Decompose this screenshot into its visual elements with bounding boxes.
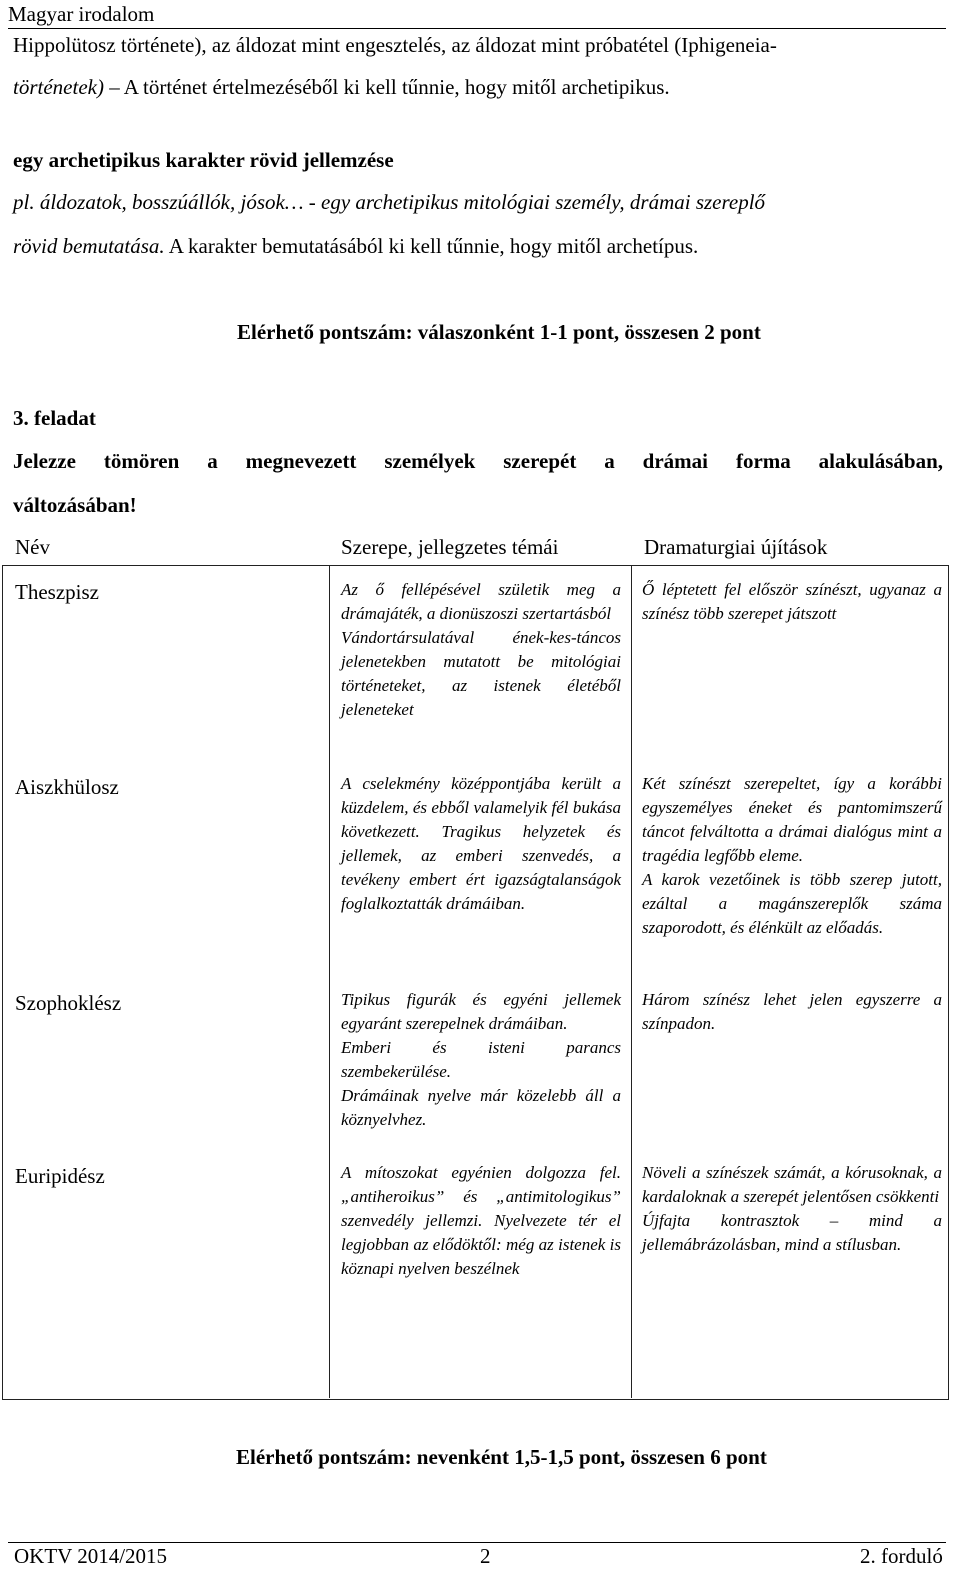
points-summary-2: Elérhető pontszám: nevenként 1,5-1,5 pont, összesen 6 pont: [236, 1445, 767, 1469]
col-header-innovation: Dramaturgiai újítások: [644, 535, 828, 559]
row-innovation-euripidesz: [642, 1161, 942, 1257]
innovation-paragraph: A karok vezetőinek is több szerep jutott, ezáltal a magánszereplők száma szaporodott, és élénkült az előadás.: [642, 870, 942, 937]
row-role-euripidesz: [341, 1161, 621, 1281]
footer-left: OKTV 2014/2015: [14, 1544, 168, 1568]
footer-right: 2. forduló: [860, 1544, 943, 1568]
intro-line-5a: rövid bemutatása.: [13, 234, 165, 258]
row-name-aiszkhulosz: Aiszkhülosz: [15, 775, 119, 799]
role-paragraph: Emberi és isteni parancs szembekerülése.: [341, 1038, 621, 1081]
row-role-szophoklesz: [341, 988, 621, 1132]
intro-line-2: [13, 75, 670, 99]
role-paragraph: A cselekmény középpontjába került a küzdelem, és ebből valamelyik fél bukása következett. Tragikus helyzetek és jellemek, az emberi szenvedés, a tevékeny embert ért igazságtalanságok foglalkoztatták drámáiban.: [341, 774, 621, 913]
table-divider-1: [329, 565, 330, 1398]
footer-rule: [8, 1542, 946, 1543]
role-paragraph: Vándortársulatával ének-kes-táncos jelenetekben mutatott be mitológiai történeteket, az istenek életéből jeleneteket: [341, 628, 621, 719]
row-name-theszpisz: Theszpisz: [15, 580, 99, 604]
task-text-line-1: Jelezze tömören a megnevezett személyek szerepét a drámai forma alakulásában,: [13, 449, 943, 473]
intro-line-5b: A karakter bemutatásából ki kell tűnnie, hogy mitől archetípus.: [164, 234, 699, 258]
page-header-title: Magyar irodalom: [8, 2, 155, 26]
points-summary-1: Elérhető pontszám: válaszonként 1-1 pont, összesen 2 pont: [237, 320, 761, 344]
intro-line-5: [13, 234, 698, 258]
row-innovation-aiszkhulosz: [642, 772, 942, 940]
task-number: 3. feladat: [13, 406, 96, 430]
col-header-role: Szerepe, jellegzetes témái: [341, 535, 559, 559]
task-text-line-2: változásában!: [13, 493, 137, 517]
intro-line-1: Hippolütosz története), az áldozat mint engesztelés, az áldozat mint próbatétel (Iphigeneia-: [13, 33, 777, 57]
intro-line-4: [13, 190, 765, 214]
role-paragraph: Az ő fellépésével születik meg a drámajáték, a dionüszoszi szertartásból: [341, 580, 621, 623]
intro-line-4b: - egy archetipikus mitológiai személy, drámai szereplő: [303, 190, 766, 214]
intro-line-2b: – A történet értelmezéséből ki kell tűnnie, hogy mitől archetipikus.: [103, 75, 670, 99]
row-name-szophoklesz: Szophoklész: [15, 991, 122, 1015]
role-paragraph: Tipikus figurák és egyéni jellemek egyaránt szerepelnek drámáiban.: [341, 990, 621, 1033]
row-name-euripidesz: Euripidész: [15, 1164, 105, 1188]
intro-line-3: egy archetipikus karakter rövid jellemzése: [13, 148, 394, 172]
col-header-name: Név: [15, 535, 50, 559]
innovation-paragraph: Növeli a színészek számát, a kórusoknak, a kardaloknak a szerepét jelentősen csökkenti: [642, 1163, 942, 1206]
row-innovation-szophoklesz: [642, 988, 942, 1036]
row-innovation-theszpisz: [642, 578, 942, 626]
header-rule: [8, 28, 946, 29]
innovation-paragraph: Három színész lehet jelen egyszerre a színpadon.: [642, 990, 942, 1033]
role-paragraph: Drámáinak nyelve már közelebb áll a köznyelvhez.: [341, 1086, 621, 1129]
role-paragraph: A mítoszokat egyénien dolgozza fel. „antiheroikus” és „antimitologikus” szenvedély jellemzi. Nyelvezete tér el legjobban az elődöktől: még az istenek is köznapi nyelven beszélnek: [341, 1163, 621, 1278]
row-role-aiszkhulosz: [341, 772, 621, 916]
innovation-paragraph: Ő léptetett fel először színészt, ugyanaz a színész több szerepet játszott: [642, 580, 942, 623]
row-role-theszpisz: [341, 578, 621, 722]
intro-line-2a: történetek): [13, 75, 104, 99]
table-divider-2: [631, 565, 632, 1398]
innovation-paragraph: Újfajta kontrasztok – mind a jellemábrázolásban, mind a stílusban.: [642, 1211, 942, 1254]
innovation-paragraph: Két színészt szerepeltet, így a korábbi egyszemélyes éneket és pantomimszerű táncot felváltotta a drámai dialógus mint a tragédia legfőbb eleme.: [642, 774, 942, 865]
intro-line-4a: pl. áldozatok, bosszúállók, jósok…: [13, 190, 304, 214]
footer-page-number: 2: [480, 1544, 491, 1568]
